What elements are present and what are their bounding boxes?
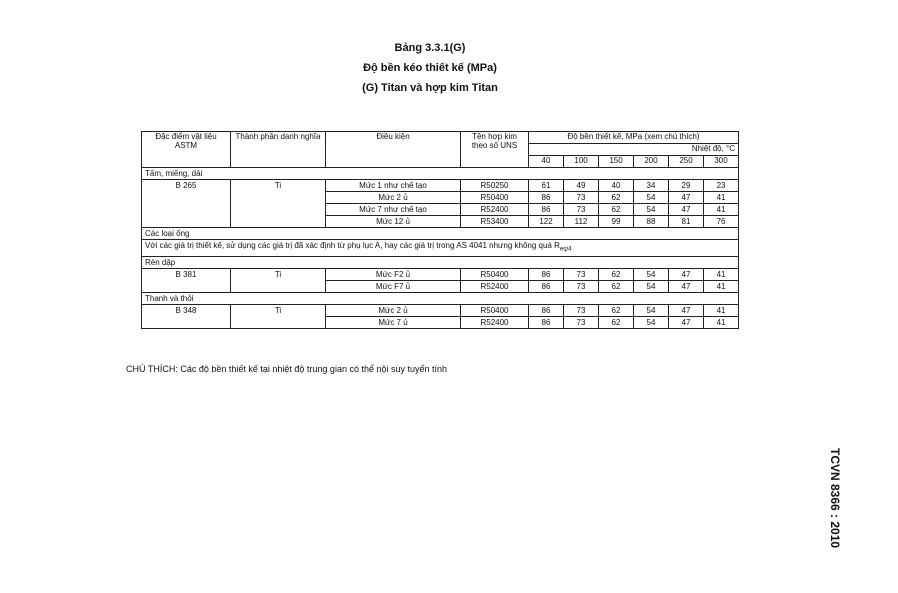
value-cell: 47 bbox=[669, 280, 704, 292]
pipes-section bbox=[142, 228, 739, 257]
plates-section bbox=[142, 168, 739, 228]
value-cell: 112 bbox=[564, 216, 599, 228]
value-cell: 88 bbox=[634, 216, 669, 228]
value-cell: 41 bbox=[704, 192, 739, 204]
group-label: Rèn dập bbox=[142, 256, 739, 268]
condition-cell: Mức F2 ủ bbox=[326, 268, 461, 280]
uns-cell: R52400 bbox=[461, 280, 529, 292]
uns-cell: R53400 bbox=[461, 216, 529, 228]
value-cell: 41 bbox=[704, 204, 739, 216]
value-cell: 86 bbox=[529, 280, 564, 292]
condition-cell: Mức 12 ủ bbox=[326, 216, 461, 228]
group-label: Thanh và thỏi bbox=[142, 292, 739, 304]
header-material: Đặc điểm vật liệu ASTM bbox=[142, 132, 231, 168]
value-cell: 29 bbox=[669, 180, 704, 192]
header-composition: Thành phần danh nghĩa bbox=[231, 132, 326, 168]
value-cell: 54 bbox=[634, 280, 669, 292]
value-cell: 54 bbox=[634, 192, 669, 204]
value-cell: 73 bbox=[564, 304, 599, 316]
value-cell: 122 bbox=[529, 216, 564, 228]
table-row bbox=[142, 268, 739, 280]
value-cell: 62 bbox=[599, 204, 634, 216]
value-cell: 81 bbox=[669, 216, 704, 228]
value-cell: 47 bbox=[669, 304, 704, 316]
header-temp: 40 bbox=[529, 156, 564, 168]
value-cell: 61 bbox=[529, 180, 564, 192]
table-subtitle-2: (G) Titan và hợp kim Titan bbox=[362, 82, 498, 94]
value-cell: 54 bbox=[634, 316, 669, 328]
standard-code: TCVN 8366 : 2010 bbox=[828, 448, 842, 549]
value-cell: 41 bbox=[704, 280, 739, 292]
value-cell: 41 bbox=[704, 304, 739, 316]
table-row bbox=[142, 180, 739, 192]
composition-cell: Ti bbox=[231, 304, 326, 328]
value-cell: 54 bbox=[634, 204, 669, 216]
value-cell: 86 bbox=[529, 316, 564, 328]
value-cell: 62 bbox=[599, 280, 634, 292]
strength-table bbox=[141, 131, 739, 329]
composition-cell: Ti bbox=[231, 268, 326, 292]
forgings-bars-section bbox=[142, 256, 739, 328]
value-cell: 34 bbox=[634, 180, 669, 192]
pipes-note-sub: eq/4 bbox=[559, 246, 572, 253]
header-temp: 100 bbox=[564, 156, 599, 168]
header-temp: 300 bbox=[704, 156, 739, 168]
value-cell: 86 bbox=[529, 204, 564, 216]
table-title: Bảng 3.3.1(G) bbox=[394, 42, 466, 54]
pipes-note-text: Với các giá trị thiết kế, sử dụng các giá trị đã xác định từ phụ lục A, hay các giá trị trong AS 4041 nhưng không quá R bbox=[145, 241, 560, 250]
value-cell: 41 bbox=[704, 268, 739, 280]
value-cell: 54 bbox=[634, 268, 669, 280]
condition-cell: Mức 7 như chế tạo bbox=[326, 204, 461, 216]
value-cell: 49 bbox=[564, 180, 599, 192]
value-cell: 86 bbox=[529, 304, 564, 316]
value-cell: 41 bbox=[704, 316, 739, 328]
uns-cell: R50400 bbox=[461, 268, 529, 280]
spec-cell: B 348 bbox=[142, 304, 231, 328]
condition-cell: Mức 7 ủ bbox=[326, 316, 461, 328]
value-cell: 40 bbox=[599, 180, 634, 192]
value-cell: 47 bbox=[669, 204, 704, 216]
title-block bbox=[0, 38, 860, 98]
value-cell: 62 bbox=[599, 192, 634, 204]
value-cell: 73 bbox=[564, 280, 599, 292]
group-label: Tấm, miếng, dải bbox=[142, 168, 739, 180]
uns-cell: R50400 bbox=[461, 192, 529, 204]
value-cell: 23 bbox=[704, 180, 739, 192]
header-temp: 250 bbox=[669, 156, 704, 168]
header-temp: 200 bbox=[634, 156, 669, 168]
header-strength: Độ bền thiết kế, MPa (xem chú thích) bbox=[529, 132, 739, 144]
value-cell: 62 bbox=[599, 268, 634, 280]
value-cell: 47 bbox=[669, 316, 704, 328]
value-cell: 76 bbox=[704, 216, 739, 228]
value-cell: 86 bbox=[529, 268, 564, 280]
spec-cell: B 381 bbox=[142, 268, 231, 292]
condition-cell: Mức 2 ủ bbox=[326, 304, 461, 316]
value-cell: 73 bbox=[564, 316, 599, 328]
table-subtitle: Độ bền kéo thiết kế (MPa) bbox=[363, 62, 497, 74]
header-uns: Tên hợp kim theo số UNS bbox=[461, 132, 529, 168]
pipes-note bbox=[142, 240, 739, 257]
value-cell: 73 bbox=[564, 192, 599, 204]
uns-cell: R50400 bbox=[461, 304, 529, 316]
condition-cell: Mức 1 như chế tạo bbox=[326, 180, 461, 192]
table-row bbox=[142, 304, 739, 316]
value-cell: 47 bbox=[669, 192, 704, 204]
table-note: CHÚ THÍCH: Các độ bền thiết kế tại nhiệt độ trung gian có thể nội suy tuyến tính bbox=[126, 364, 448, 374]
spec-cell: B 265 bbox=[142, 180, 231, 228]
uns-cell: R52400 bbox=[461, 316, 529, 328]
value-cell: 54 bbox=[634, 304, 669, 316]
group-label-pipes: Các loại ống bbox=[142, 228, 739, 240]
header-temp: 150 bbox=[599, 156, 634, 168]
value-cell: 73 bbox=[564, 268, 599, 280]
header-temperature: Nhiệt độ, °C bbox=[529, 144, 739, 156]
value-cell: 99 bbox=[599, 216, 634, 228]
value-cell: 73 bbox=[564, 204, 599, 216]
composition-cell: Ti bbox=[231, 180, 326, 228]
value-cell: 47 bbox=[669, 268, 704, 280]
value-cell: 62 bbox=[599, 304, 634, 316]
condition-cell: Mức F7 ủ bbox=[326, 280, 461, 292]
uns-cell: R52400 bbox=[461, 204, 529, 216]
value-cell: 62 bbox=[599, 316, 634, 328]
condition-cell: Mức 2 ủ bbox=[326, 192, 461, 204]
value-cell: 86 bbox=[529, 192, 564, 204]
uns-cell: R50250 bbox=[461, 180, 529, 192]
header-condition: Điều kiện bbox=[326, 132, 461, 168]
table-header bbox=[142, 132, 739, 168]
